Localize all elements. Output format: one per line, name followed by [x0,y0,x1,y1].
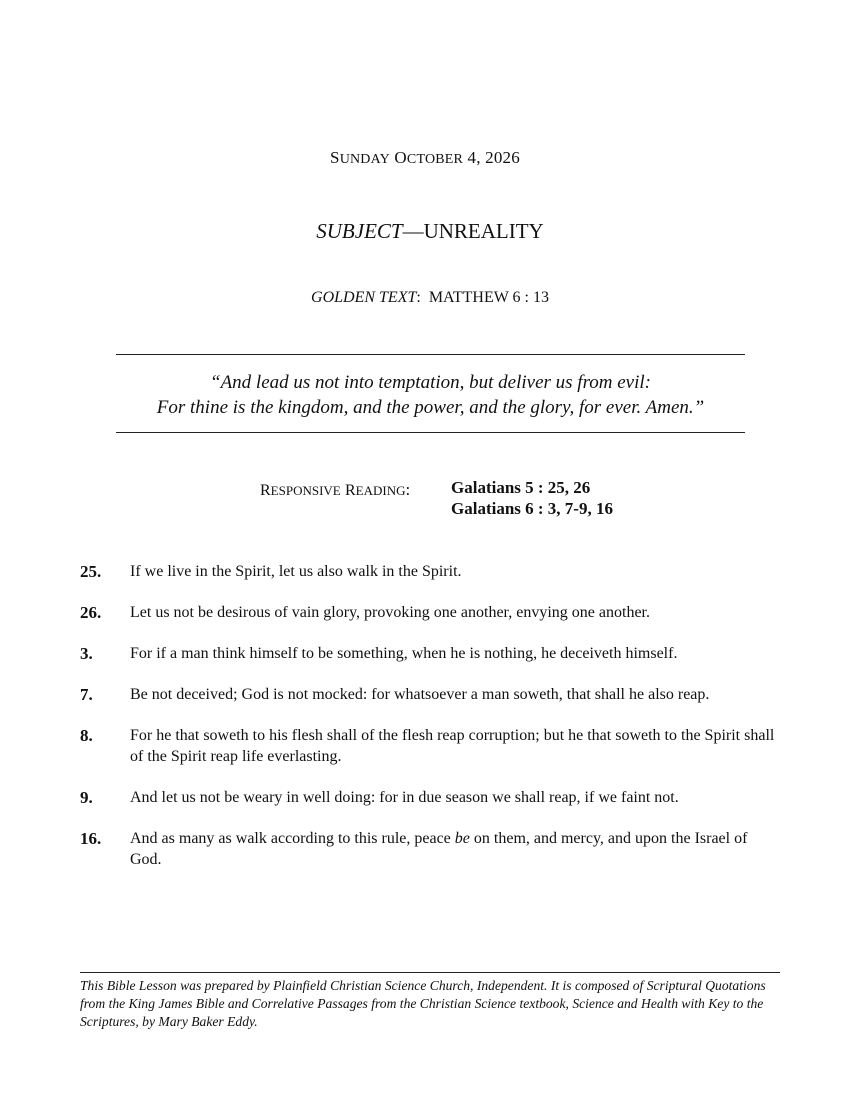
verse-number: 3. [80,644,93,663]
verse-text: Let us not be desirous of vain glory, provoking one another, envying one another. [130,604,650,621]
responsive-reading-ref-1: Galatians 5 : 25, 26 [451,478,591,497]
golden-text-line-1: “And lead us not into temptation, but deliver us from evil: [210,372,651,393]
rr-label-rest-2: EADING [355,483,406,498]
golden-text-bottom-rule [116,432,745,433]
lesson-date [0,148,850,168]
golden-text-line-2: For thine is the kingdom, and the power, and the glory, for ever. Amen.” [156,397,705,418]
date-initial: S [330,148,340,167]
footer-note: This Bible Lesson was prepared by Plainfield Christian Science Church, Independent. It is composed of Scriptural Quotations from the King James Bible and Correlative Passages from the Christian Science textbook, Science and Health with Key to the Scriptures, by Mary Baker Eddy. [80,978,766,1029]
month-rest: CTOBER [406,152,464,167]
golden-text-reference: MATTHEW 6 : 13 [428,289,549,306]
day-year: 4, 2026 [467,148,520,167]
verse-number: 16. [80,829,102,848]
verse-item [80,602,780,623]
responsive-reading-references [451,477,613,519]
verse-number: 7. [80,685,93,704]
verse-text: And let us not be weary in well doing: for in due season we shall reap, if we faint not. [130,789,679,806]
golden-text-top-rule [116,354,745,355]
responsive-reading-ref-2: Galatians 6 : 3, 7-9, 16 [451,499,613,518]
verse-number: 8. [80,726,93,745]
golden-text-label: GOLDEN TEXT [311,289,417,306]
rr-label-rest-1: ESPONSIVE [270,483,341,498]
verse-item [80,828,780,870]
responsive-reading-label [260,480,410,500]
verse-item [80,561,780,582]
golden-text-quote [116,370,745,420]
verse-number: 9. [80,788,93,807]
verse-item [80,684,780,705]
verse-text-italic-word: be [454,830,470,847]
verse-text-part: And as many as walk according to this rule, peace [130,830,455,847]
verse-text [130,828,780,870]
date-weekday-rest: UNDAY [339,152,390,167]
rr-label-initial-1: R [260,482,271,499]
rr-label-colon: : [405,480,411,499]
subject-label: SUBJECT [316,219,403,243]
verse-number: 25. [80,562,102,581]
verse-item [80,643,780,664]
verse-item [80,725,780,767]
lesson-subject [0,219,850,244]
verse-text: Be not deceived; God is not mocked: for whatsoever a man soweth, that shall he also reap. [130,686,710,703]
subject-value: UNREALITY [423,219,544,243]
verse-number: 26. [80,603,102,622]
footer-rule [80,972,780,973]
verse-text: For if a man think himself to be something, when he is nothing, he deceiveth himself. [130,645,678,662]
month-initial: O [394,148,407,167]
verse-list [80,561,780,890]
subject-dash: — [402,219,424,243]
verse-text: For he that soweth to his flesh shall of the flesh reap corruption; but he that soweth to the Spirit shall of the Spirit reap life everlasting. [130,727,775,765]
verse-item [80,787,780,808]
verse-text-part: on them, and mercy, and upon the Israel of God. [130,830,748,868]
golden-text-heading [0,289,850,307]
verse-text: If we live in the Spirit, let us also walk in the Spirit. [130,563,462,580]
rr-label-initial-2: R [345,482,356,499]
golden-text-colon: : [416,289,429,306]
